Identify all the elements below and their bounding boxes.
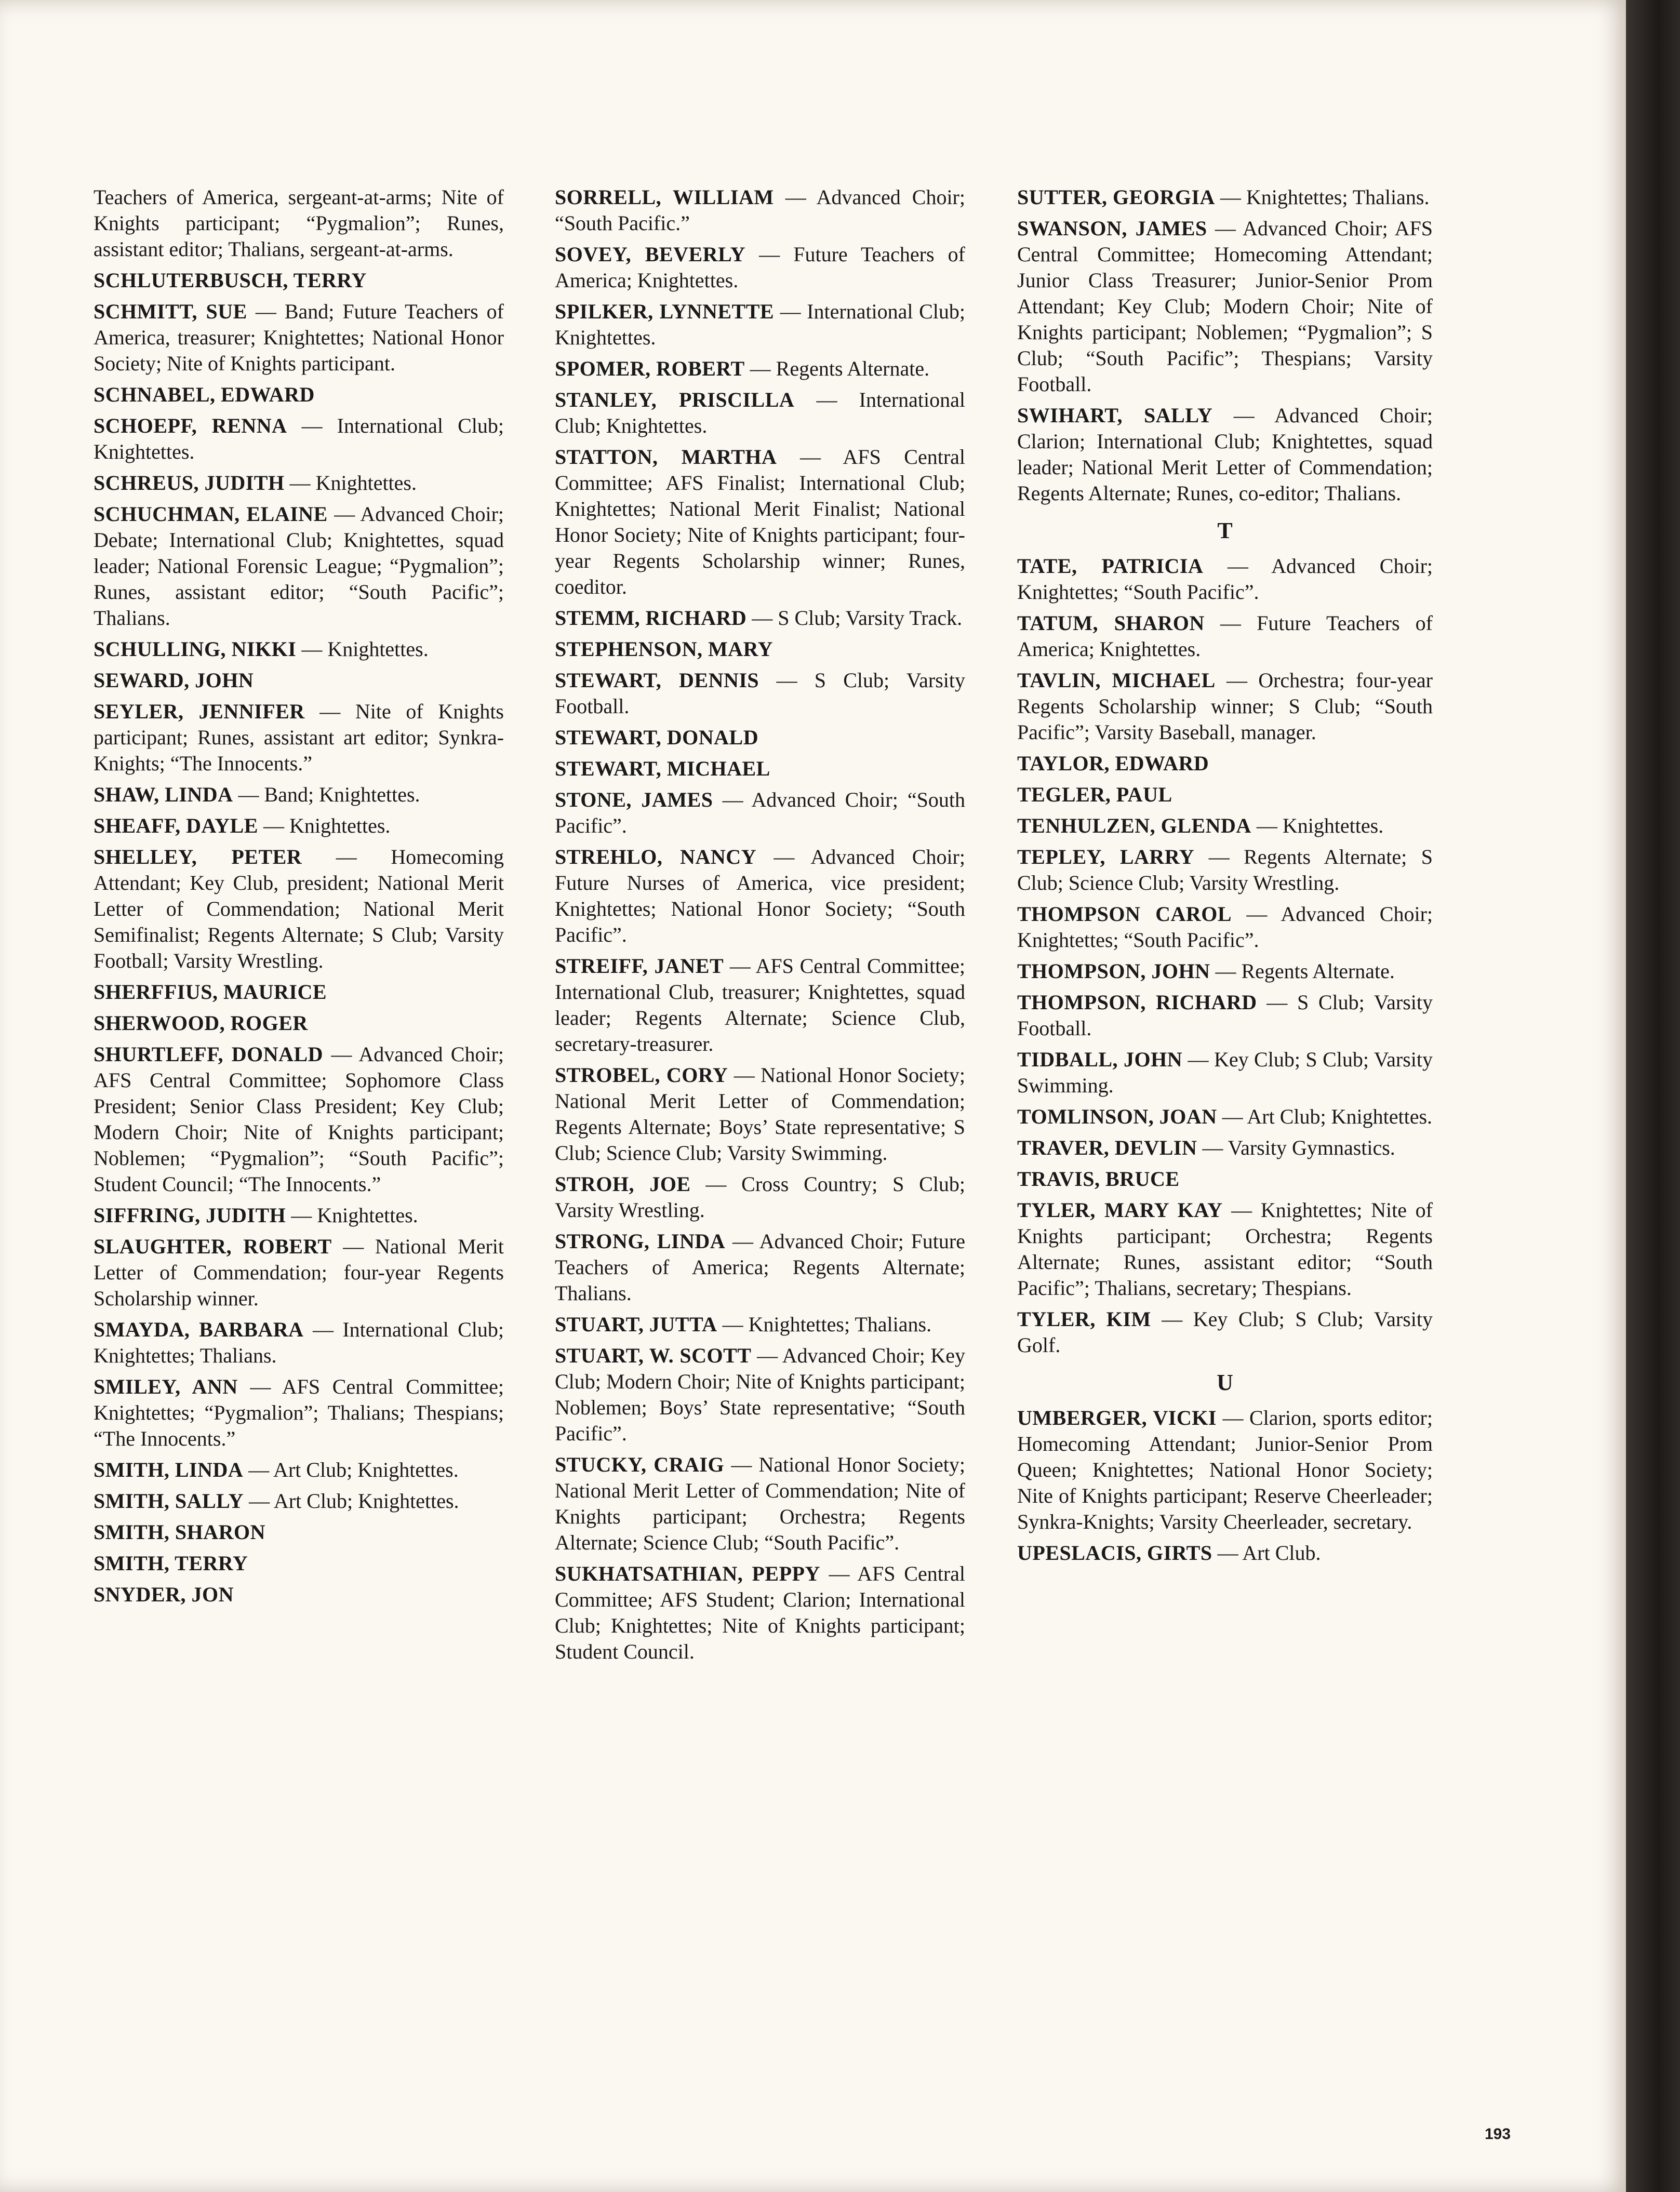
student-name: SCHULLING, NIKKI bbox=[94, 637, 297, 661]
student-name: UPESLACIS, GIRTS bbox=[1017, 1541, 1212, 1565]
student-name: STUART, JUTTA bbox=[555, 1313, 717, 1336]
student-name: SCHNABEL, EDWARD bbox=[94, 383, 315, 406]
student-name: SMITH, SHARON bbox=[94, 1520, 265, 1544]
activities-text: — Future Teachers of America; Knightettes. bbox=[1017, 611, 1433, 661]
directory-entry bbox=[555, 844, 965, 948]
directory-entry bbox=[94, 667, 504, 693]
directory-entry bbox=[1017, 184, 1433, 210]
directory-entry bbox=[555, 1312, 965, 1338]
student-name: UMBERGER, VICKI bbox=[1017, 1406, 1217, 1429]
activities-text: — Orchestra; four-year Regents Scholarship winner; S Club; “South Pacific”; Varsity Baseball, manager. bbox=[1017, 669, 1433, 744]
student-name: SPILKER, LYNNETTE bbox=[555, 300, 775, 323]
student-name: THOMPSON, JOHN bbox=[1017, 959, 1210, 983]
student-name: STUCKY, CRAIG bbox=[555, 1453, 725, 1476]
activities-text: — S Club; Varsity Track. bbox=[752, 606, 963, 630]
activities-text: — Knightettes. bbox=[263, 814, 391, 837]
directory-entry bbox=[94, 268, 504, 293]
student-name: STEWART, MICHAEL bbox=[555, 757, 770, 780]
section-letter-heading: U bbox=[1217, 1370, 1233, 1395]
activities-text: — AFS Central Committee; AFS Finalist; International Club; Knightettes; National Merit Finalist; National Honor Society; Nite of Knights participant; four-year Regents Scholarship winner; Runes, coeditor. bbox=[555, 445, 966, 598]
directory-entry bbox=[1017, 813, 1433, 839]
directory-entry bbox=[1017, 990, 1433, 1041]
student-name: SHEAFF, DAYLE bbox=[94, 814, 258, 837]
directory-entry bbox=[555, 636, 965, 662]
activities-text: — Band; Knightettes. bbox=[238, 783, 420, 806]
activities-text: — Regents Alternate. bbox=[750, 357, 930, 380]
directory-entry bbox=[94, 782, 504, 808]
student-name: TYLER, MARY KAY bbox=[1017, 1198, 1223, 1222]
activities-text: — Key Club; S Club; Varsity Swimming. bbox=[1017, 1048, 1433, 1097]
student-name: SMITH, LINDA bbox=[94, 1458, 244, 1481]
activities-text: — Art Club; Knightettes. bbox=[1222, 1105, 1433, 1128]
directory-entry bbox=[1017, 1197, 1433, 1301]
column-2 bbox=[555, 184, 965, 1670]
student-name: TENHULZEN, GLENDA bbox=[1017, 814, 1251, 837]
student-name: SWANSON, JAMES bbox=[1017, 217, 1207, 240]
activities-text: — National Merit Letter of Commendation; four-year Regents Scholarship winner. bbox=[94, 1235, 504, 1310]
student-name: SHURTLEFF, DONALD bbox=[94, 1042, 324, 1066]
directory-entry bbox=[94, 636, 504, 662]
activities-text: — Advanced Choir; AFS Central Committee; Sophomore Class President; Senior Class President; Key Club; Modern Choir; Nite of Knights participant; Noblemen; “Pygmalion”; “South Pacific”; Student Council; “The Innocents.” bbox=[94, 1042, 504, 1196]
student-name: THOMPSON CAROL bbox=[1017, 902, 1232, 926]
directory-entry bbox=[555, 605, 965, 631]
student-name: THOMPSON, RICHARD bbox=[1017, 991, 1257, 1014]
student-name: SLAUGHTER, ROBERT bbox=[94, 1235, 332, 1258]
directory-entry bbox=[555, 387, 965, 439]
column-3 bbox=[1017, 184, 1433, 1571]
directory-entry bbox=[1017, 1540, 1433, 1566]
activities-text: — Art Club; Knightettes. bbox=[248, 1458, 459, 1481]
activities-text: — AFS Central Committee; International Club, treasurer; Knightettes, squad leader; Regents Alternate; Science Club, secretary-treasurer. bbox=[555, 954, 965, 1055]
student-name: SCHMITT, SUE bbox=[94, 300, 247, 323]
student-name: SHAW, LINDA bbox=[94, 783, 233, 806]
directory-entry bbox=[94, 1457, 504, 1483]
activities-text: — Homecoming Attendant; Key Club, president; National Merit Letter of Commendation; National Merit Semifinalist; Regents Alternate; S Club; Varsity Football; Varsity Wrestling. bbox=[94, 845, 504, 972]
directory-entry bbox=[94, 413, 504, 465]
student-name: SIFFRING, JUDITH bbox=[94, 1204, 286, 1227]
directory-entry bbox=[555, 184, 965, 236]
student-name: TEPLEY, LARRY bbox=[1017, 845, 1195, 868]
activities-text: — Knightettes. bbox=[301, 637, 429, 661]
student-name: SHELLEY, PETER bbox=[94, 845, 302, 868]
activities-text: — AFS Central Committee; Knightettes; “Pygmalion”; Thalians; Thespians; “The Innocents.” bbox=[94, 1375, 504, 1450]
activities-text: — Key Club; S Club; Varsity Golf. bbox=[1017, 1307, 1433, 1357]
student-name: SCHLUTERBUSCH, TERRY bbox=[94, 269, 367, 292]
activities-text: — Advanced Choir; Clarion; International Club; Knightettes, squad leader; National Merit Letter of Commendation; Regents Alternate; Runes, co-editor; Thalians. bbox=[1017, 404, 1433, 505]
student-name: SCHOEPF, RENNA bbox=[94, 414, 287, 437]
activities-text: — Advanced Choir; Future Teachers of America; Regents Alternate; Thalians. bbox=[555, 1229, 965, 1305]
book-cover-edge bbox=[1626, 0, 1680, 2192]
directory-entry bbox=[555, 953, 965, 1057]
student-name: STEWART, DONALD bbox=[555, 726, 759, 749]
student-name: STONE, JAMES bbox=[555, 788, 713, 811]
activities-text: — Future Teachers of America; Knightettes. bbox=[555, 243, 966, 292]
student-name: TRAVER, DEVLIN bbox=[1017, 1136, 1197, 1159]
directory-entry bbox=[94, 382, 504, 408]
activities-text: — Clarion, sports editor; Homecoming Attendant; Junior-Senior Prom Queen; Knightettes; National Honor Society; Nite of Knights participant; Reserve Cheerleader; Synkra-Knights; Varsity Cheerleader, secretary. bbox=[1017, 1406, 1433, 1533]
activities-text: — Knightettes. bbox=[291, 1204, 418, 1227]
activities-text: — Advanced Choir; “South Pacific.” bbox=[555, 185, 965, 235]
directory-entry bbox=[1017, 1104, 1433, 1130]
directory-entry bbox=[1017, 553, 1433, 605]
directory-entry bbox=[555, 299, 965, 351]
directory-entry bbox=[555, 1561, 965, 1665]
student-name: SEWARD, JOHN bbox=[94, 669, 254, 692]
directory-entry bbox=[1017, 844, 1433, 896]
section-letter-heading: T bbox=[1217, 518, 1233, 543]
directory-entry bbox=[94, 501, 504, 631]
directory-entry bbox=[555, 1062, 965, 1166]
activities-text: — National Honor Society; National Merit Letter of Commendation; Regents Alternate; Boys’ State representative; S Club; Science Club; Varsity Swimming. bbox=[555, 1063, 965, 1165]
activities-text: — Knightettes. bbox=[289, 471, 417, 494]
directory-entry bbox=[94, 1551, 504, 1576]
activities-text: — International Club; Knightettes. bbox=[94, 414, 504, 463]
activities-text: — International Club; Knightettes. bbox=[555, 388, 966, 437]
activities-text: — Advanced Choir; Debate; International Club; Knightettes, squad leader; National Forensic League; “Pygmalion”; Runes, assistant editor; “South Pacific”; Thalians. bbox=[94, 502, 504, 630]
directory-entry bbox=[94, 184, 504, 262]
directory-entry bbox=[94, 1317, 504, 1369]
directory-entry bbox=[94, 1234, 504, 1312]
directory-entry bbox=[94, 1582, 504, 1608]
student-name: SUTTER, GEORGIA bbox=[1017, 185, 1215, 209]
directory-entry bbox=[1017, 751, 1433, 777]
directory-entry bbox=[1017, 1135, 1433, 1161]
student-name: SOVEY, BEVERLY bbox=[555, 243, 745, 266]
directory-entry bbox=[1017, 403, 1433, 506]
directory-entry bbox=[94, 1202, 504, 1228]
activities-text: — Knightettes; Thalians. bbox=[1220, 185, 1430, 209]
student-name: SNYDER, JON bbox=[94, 1583, 234, 1606]
activities-text: — Advanced Choir; AFS Central Committee; Homecoming Attendant; Junior Class Treasurer; Junior-Senior Prom Attendant; Key Club; Modern Choir; Nite of Knights participant; Noblemen; “Pygmalion”; S Club; “South Pacific”; Thespians; Varsity Football. bbox=[1017, 217, 1433, 396]
directory-entry bbox=[1017, 610, 1433, 662]
student-name: STROH, JOE bbox=[555, 1172, 691, 1196]
directory-entry bbox=[1017, 667, 1433, 745]
activities-text: — Art Club. bbox=[1217, 1541, 1321, 1565]
directory-entry bbox=[555, 1171, 965, 1223]
student-name: TOMLINSON, JOAN bbox=[1017, 1105, 1217, 1128]
directory-entry bbox=[555, 1228, 965, 1306]
activities-text: — Cross Country; S Club; Varsity Wrestling. bbox=[555, 1172, 965, 1222]
activities-text: — Band; Future Teachers of America, treasurer; Knightettes; National Honor Society; Nite of Knights participant. bbox=[94, 300, 504, 375]
student-name: STEMM, RICHARD bbox=[555, 606, 747, 630]
student-name: TRAVIS, BRUCE bbox=[1017, 1167, 1180, 1191]
directory-entry bbox=[94, 979, 504, 1005]
activities-text: — Knightettes. bbox=[1256, 814, 1384, 837]
student-name: SMAYDA, BARBARA bbox=[94, 1318, 304, 1341]
directory-entry bbox=[555, 1343, 965, 1447]
activities-text: — Knightettes; Thalians. bbox=[722, 1313, 932, 1336]
student-name: TAYLOR, EDWARD bbox=[1017, 752, 1209, 775]
directory-entry bbox=[555, 356, 965, 382]
student-name: SEYLER, JENNIFER bbox=[94, 700, 305, 723]
directory-entry bbox=[1017, 1166, 1433, 1192]
directory-entry bbox=[555, 242, 965, 293]
activities-text: — Regents Alternate; S Club; Science Club; Varsity Wrestling. bbox=[1017, 845, 1433, 894]
activities-text: — S Club; Varsity Football. bbox=[555, 669, 966, 718]
activities-text: — Advanced Choir; Knightettes; “South Pacific”. bbox=[1017, 902, 1433, 952]
directory-entry bbox=[94, 470, 504, 496]
student-name: SMITH, SALLY bbox=[94, 1489, 244, 1513]
student-name: TEGLER, PAUL bbox=[1017, 783, 1172, 806]
student-name: SHERWOOD, ROGER bbox=[94, 1011, 308, 1035]
student-name: STREIFF, JANET bbox=[555, 954, 724, 978]
student-name: TAVLIN, MICHAEL bbox=[1017, 669, 1216, 692]
directory-entry bbox=[94, 1010, 504, 1036]
directory-entry bbox=[1017, 782, 1433, 808]
directory-entry bbox=[94, 1488, 504, 1514]
column-1 bbox=[94, 184, 504, 1613]
directory-entry bbox=[555, 1452, 965, 1556]
activities-text: — Knightettes; Nite of Knights participant; Orchestra; Regents Alternate; Runes, assistant editor; “South Pacific”; Thalians, secretary; Thespians. bbox=[1017, 1198, 1433, 1300]
directory-entry bbox=[555, 787, 965, 839]
activities-text: — S Club; Varsity Football. bbox=[1017, 991, 1433, 1040]
directory-entry bbox=[94, 813, 504, 839]
student-name: SUKHATSATHIAN, PEPPY bbox=[555, 1562, 820, 1585]
student-name: STREHLO, NANCY bbox=[555, 845, 757, 868]
directory-entry bbox=[555, 444, 965, 600]
activities-text: — Advanced Choir; Key Club; Modern Choir; Nite of Knights participant; Noblemen; Boys’ State representative; “South Pacific”. bbox=[555, 1344, 966, 1445]
page-number: 193 bbox=[1485, 2126, 1511, 2143]
student-name: STATTON, MARTHA bbox=[555, 445, 777, 469]
student-name: SWIHART, SALLY bbox=[1017, 404, 1213, 427]
directory-entry bbox=[94, 844, 504, 974]
student-name: SHERFFIUS, MAURICE bbox=[94, 980, 327, 1004]
student-name: TIDBALL, JOHN bbox=[1017, 1048, 1183, 1071]
directory-entry bbox=[1017, 901, 1433, 953]
student-name: STEWART, DENNIS bbox=[555, 669, 759, 692]
activities-text: — International Club; Knightettes. bbox=[555, 300, 966, 349]
activities-text: — Art Club; Knightettes. bbox=[249, 1489, 459, 1513]
directory-entry bbox=[94, 1041, 504, 1197]
student-name: TYLER, KIM bbox=[1017, 1307, 1151, 1331]
activities-text: — Advanced Choir; Future Nurses of America, vice president; Knightettes; National Honor Society; “South Pacific”. bbox=[555, 845, 965, 946]
directory-entry bbox=[1017, 958, 1433, 984]
directory-entry bbox=[94, 1519, 504, 1545]
directory-entry bbox=[555, 667, 965, 719]
student-name: SPOMER, ROBERT bbox=[555, 357, 745, 380]
student-name: SMILEY, ANN bbox=[94, 1375, 238, 1398]
directory-entry bbox=[1017, 1405, 1433, 1535]
student-name: STANLEY, PRISCILLA bbox=[555, 388, 795, 411]
student-name: TATUM, SHARON bbox=[1017, 611, 1205, 635]
student-name: STROBEL, CORY bbox=[555, 1063, 728, 1087]
activities-text: — Varsity Gymnastics. bbox=[1202, 1136, 1395, 1159]
activities-text: — Advanced Choir; Knightettes; “South Pacific”. bbox=[1017, 554, 1433, 604]
student-name: STUART, W. SCOTT bbox=[555, 1344, 752, 1367]
student-name: SORRELL, WILLIAM bbox=[555, 185, 774, 209]
directory-entry bbox=[555, 756, 965, 782]
student-name: STRONG, LINDA bbox=[555, 1229, 726, 1253]
activities-text: Teachers of America, sergeant-at-arms; Nite of Knights participant; “Pygmalion”; Runes, assistant editor; Thalians, sergeant-at-arms. bbox=[94, 185, 504, 261]
activities-text: — International Club; Knightettes; Thalians. bbox=[94, 1318, 504, 1367]
directory-entry bbox=[94, 699, 504, 777]
student-name: SMITH, TERRY bbox=[94, 1552, 248, 1575]
activities-text: — Nite of Knights participant; Runes, assistant art editor; Synkra-Knights; “The Innocents.” bbox=[94, 700, 504, 775]
student-name: SCHUCHMAN, ELAINE bbox=[94, 502, 328, 526]
directory-entry bbox=[1017, 1047, 1433, 1099]
directory-entry bbox=[94, 1374, 504, 1452]
directory-entry bbox=[94, 299, 504, 377]
activities-text: — Advanced Choir; “South Pacific”. bbox=[555, 788, 966, 837]
activities-text: — AFS Central Committee; AFS Student; Clarion; International Club; Knightettes; Nite of Knights participant; Student Council. bbox=[555, 1562, 966, 1663]
directory-entry bbox=[1017, 1306, 1433, 1358]
directory-entry bbox=[555, 725, 965, 751]
activities-text: — Regents Alternate. bbox=[1215, 959, 1395, 983]
student-name: STEPHENSON, MARY bbox=[555, 637, 773, 661]
student-name: TATE, PATRICIA bbox=[1017, 554, 1204, 578]
directory-entry bbox=[1017, 216, 1433, 397]
student-name: SCHREUS, JUDITH bbox=[94, 471, 285, 494]
activities-text: — National Honor Society; National Merit Letter of Commendation; Nite of Knights participant; Orchestra; Regents Alternate; Science Club; “South Pacific”. bbox=[555, 1453, 965, 1554]
